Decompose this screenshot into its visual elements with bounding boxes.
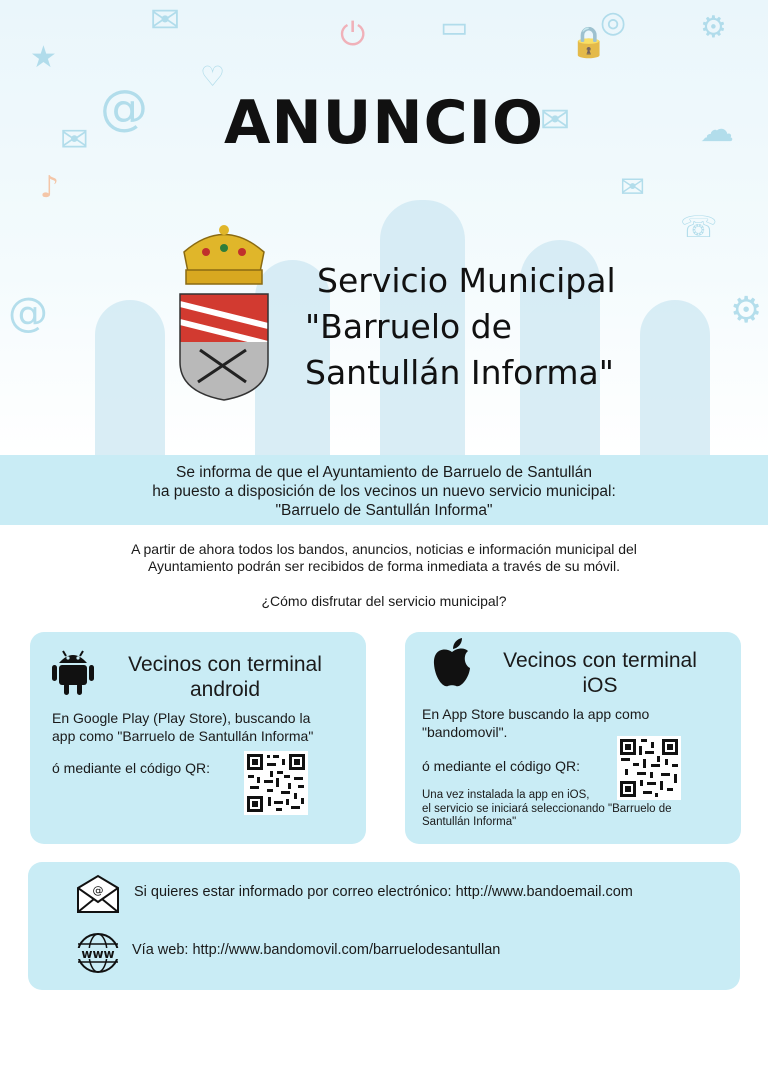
at-sign-icon: @: [100, 80, 148, 136]
android-card: [30, 632, 366, 844]
gear-icon: ⚙: [730, 290, 763, 331]
chat-icon: ☏: [680, 210, 718, 245]
cloud-icon: ☁: [700, 110, 734, 150]
at-sign-icon: @: [8, 290, 48, 336]
apple-icon: [431, 638, 473, 688]
service-line-1: Servicio Municipal: [317, 261, 616, 300]
web-icon-label: www: [81, 947, 115, 961]
envelope-icon: ✉: [620, 170, 646, 205]
body-line: A partir de ahora todos los bandos, anuncios, noticias e información municipal del: [131, 541, 637, 557]
body-paragraph: [0, 541, 768, 575]
globe-icon: ◎: [600, 5, 627, 40]
ios-card: [405, 632, 741, 844]
power-icon: ⏻: [340, 15, 366, 53]
envelope-icon: ✉: [150, 0, 181, 41]
star-icon: ★: [30, 40, 57, 75]
android-instructions: En Google Play (Play Store), buscando la app como "Barruelo de Santullán Informa": [52, 710, 314, 744]
hand-silhouette: [640, 300, 710, 460]
hand-silhouette: [95, 300, 165, 460]
service-line-2: "Barruelo de: [305, 307, 512, 346]
intro-line: ha puesto a disposición de los vecinos un nuevo servicio municipal:: [152, 483, 616, 500]
lock-icon: 🔒: [570, 25, 608, 60]
laptop-icon: ▭: [440, 10, 469, 45]
envelope-icon: ✉: [540, 100, 571, 141]
envelope-icon: ✉: [60, 120, 89, 160]
web-info: Vía web: http://www.bandomovil.com/barruelodesantullan: [132, 942, 501, 958]
android-qr-text: ó mediante el código QR:: [52, 760, 210, 776]
ios-qr-text: ó mediante el código QR:: [422, 758, 580, 774]
intro-line: Se informa de que el Ayuntamiento de Barruelo de Santullán: [176, 464, 592, 481]
music-note-icon: ♪: [40, 170, 60, 205]
service-name: [305, 258, 616, 396]
coat-of-arms-logo: [176, 222, 272, 402]
android-title: Vecinos con terminal android: [128, 653, 322, 701]
qr-code-icon[interactable]: [244, 751, 308, 815]
heart-icon: ♡: [200, 60, 226, 93]
contact-panel: [28, 862, 740, 990]
service-line-3: Santullán Informa": [305, 353, 614, 392]
gear-icon: ⚙: [700, 10, 727, 45]
ios-title: Vecinos con terminal iOS: [503, 649, 697, 697]
intro-band: [0, 455, 768, 525]
page-title: ANUNCIO: [224, 88, 544, 158]
intro-line: "Barruelo de Santullán Informa": [275, 502, 493, 519]
body-line: Ayuntamiento podrán ser recibidos de forma inmediata a través de su móvil.: [147, 558, 621, 574]
android-icon: [52, 645, 94, 695]
ios-instructions: En App Store buscando la app como "bandomovil".: [422, 706, 650, 740]
globe-icon: [74, 932, 122, 974]
how-to-question: ¿Cómo disfrutar del servicio municipal?: [261, 593, 507, 609]
email-icon: [76, 874, 120, 914]
ios-note: Una vez instalada la app en iOS, el servicio se iniciará seleccionando "Barruelo de Santullán Informa": [422, 789, 672, 828]
email-info: Si quieres estar informado por correo electrónico: http://www.bandoemail.com: [134, 884, 633, 900]
svg-text:@: @: [92, 884, 104, 897]
